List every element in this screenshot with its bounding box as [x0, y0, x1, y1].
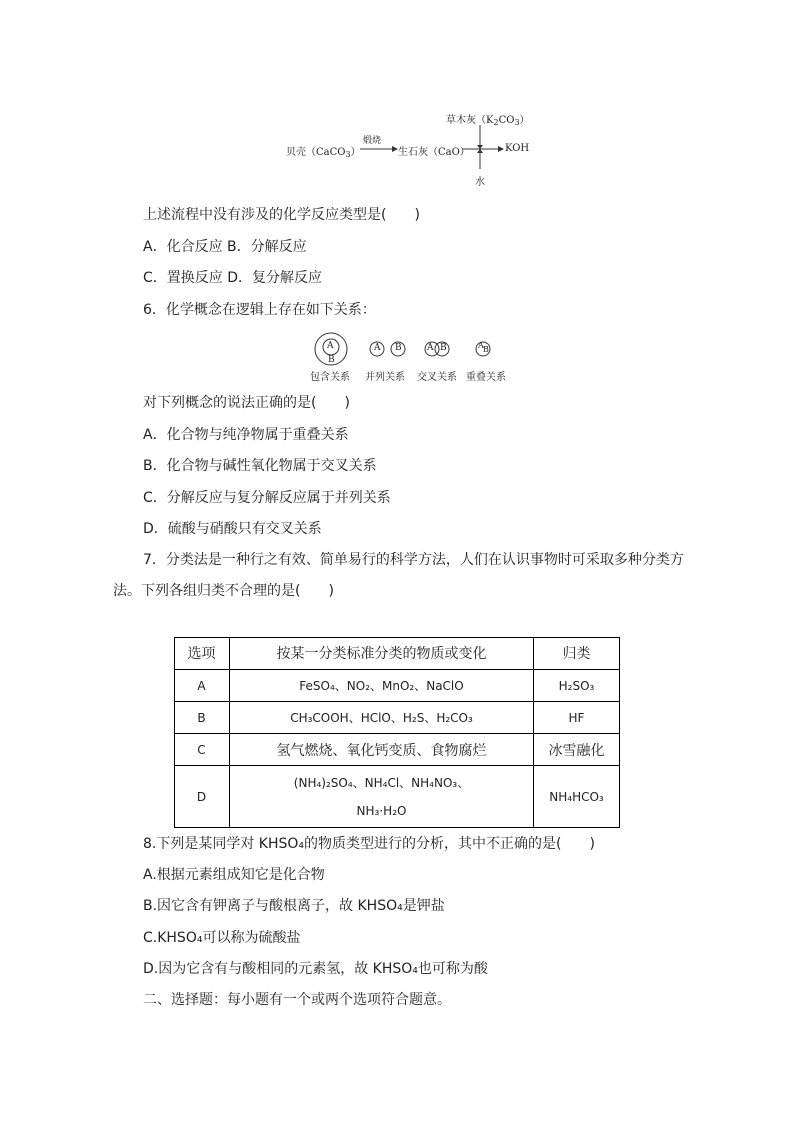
flow-diagram	[280, 105, 540, 190]
q7-line2: 法。下列各组归类不合理的是( )	[113, 583, 334, 599]
q7-line1: 7．分类法是一种行之有效、简单易行的科学方法，人们在认识事物时可采取多种分类方	[143, 552, 684, 568]
q5-options-cd: C．置换反应 D．复分解反应	[143, 270, 323, 286]
q6-option-c: C．分解反应与复分解反应属于并列关系	[143, 490, 391, 506]
flow-water: 水	[475, 177, 485, 188]
row-b-class: HF	[568, 710, 585, 725]
flow-calcine-label: 煅烧	[363, 136, 382, 146]
row-a-items: FeSO₄、NO₂、MnO₂、NaClO	[299, 679, 464, 693]
q8-stem: 8.下列是某同学对 KHSO₄的物质类型进行的分析，其中不正确的是( )	[143, 836, 595, 852]
contain-b: B	[328, 355, 335, 365]
row-d-items: (NH₄)₂SO₄、NH₄Cl、NH₄NO₃、	[293, 775, 470, 790]
relation-diagram	[305, 330, 525, 385]
row-c-class: 冰雪融化	[548, 742, 605, 759]
q6-option-b: B．化合物与碱性氧化物属于交叉关系	[143, 458, 377, 474]
row-d-option: D	[196, 789, 207, 804]
cross-b: B	[440, 343, 447, 353]
header-items: 按某一分类标准分类的物质或变化	[276, 646, 487, 662]
row-b-option: B	[197, 710, 206, 725]
overlap-b: B	[483, 345, 489, 354]
flow-ash: 草木灰$(K_2CO_3)$	[446, 115, 530, 127]
row-a-option: A	[197, 678, 206, 693]
flow-lime: 生石灰（CaO）	[398, 147, 470, 158]
row-d-class: NH₄HCO₃	[549, 789, 604, 804]
q6-option-a: A．化合物与纯净物属于重叠关系	[143, 427, 349, 443]
q8-option-c: C.KHSO₄可以称为硫酸盐	[143, 930, 301, 946]
q6-option-d: D．硫酸与硝酸只有交叉关系	[143, 521, 322, 537]
parallel-b: B	[395, 343, 402, 353]
q5-stem: 上述流程中没有涉及的化学反应类型是( )	[143, 207, 420, 223]
label-contain: 包含关系	[310, 372, 350, 383]
q5-options-ab: A．化合反应 B．分解反应	[143, 239, 307, 255]
flow-shell: 贝壳（CaCO$_3$）	[286, 147, 361, 159]
q8-option-d: D.因为它含有与酸相同的元素氢，故 KHSO₄也可称为酸	[143, 961, 488, 977]
cross-a: A	[427, 343, 434, 353]
q6-stem2: 对下列概念的说法正确的是( )	[143, 395, 350, 411]
parallel-a: A	[374, 343, 381, 353]
label-overlap: 重叠关系	[466, 372, 506, 383]
label-parallel: 并列关系	[365, 372, 405, 383]
row-c-items: 氢气燃烧、氧化钙变质、食物腐烂	[276, 742, 487, 759]
row-c-option: C	[197, 742, 206, 757]
q6-stem: 6．化学概念在逻辑上存在如下关系：	[143, 302, 376, 318]
classification-table	[174, 637, 620, 828]
flow-product: KOH	[505, 143, 530, 154]
row-a-class: H₂SO₃	[558, 678, 595, 693]
label-cross: 交叉关系	[417, 372, 457, 383]
row-d-items-line2: NH₃·H₂O	[356, 804, 407, 818]
contain-a: A	[327, 341, 334, 351]
row-b-items: CH₃COOH、HClO、H₂S、H₂CO₃	[290, 711, 473, 725]
q8-option-b: B.因它含有钾离子与酸根离子，故 KHSO₄是钾盐	[143, 898, 445, 914]
header-class: 归类	[562, 646, 591, 662]
section-2-title: 二、选择题：每小题有一个或两个选项符合题意。	[143, 992, 451, 1008]
overlap-a: A	[478, 341, 484, 350]
header-option: 选项	[187, 646, 216, 662]
q8-option-a: A.根据元素组成知它是化合物	[143, 867, 325, 883]
